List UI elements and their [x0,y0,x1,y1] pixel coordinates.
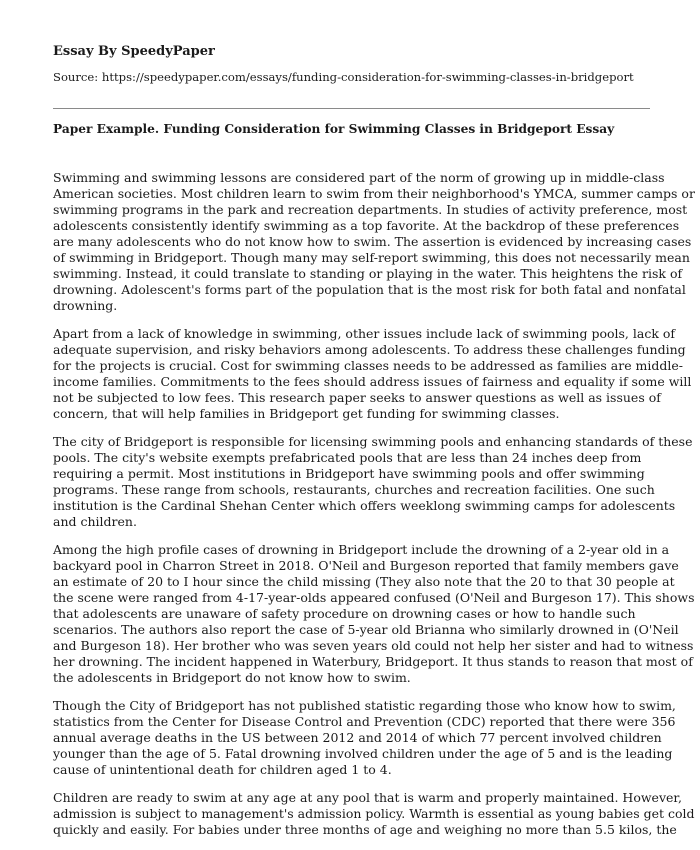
text-line: drowning. Adolescent's forms part of the population that is the most risk for both fatal and nonfatal [53,282,686,297]
paragraph-1 [53,170,695,314]
text-line: younger than the age of 5. Fatal drowning involved children under the age of 5 and is the leading [53,746,673,761]
text-line: requiring a permit. Most institutions in Bridgeport have swimming pools and offer swimming [53,466,645,481]
text-line: not be subjected to low fees. This research paper seeks to answer questions as well as issues of [53,390,661,405]
text-line: admission is subject to management's admission policy. Warmth is essential as young babies get cold [53,806,695,821]
text-line: American societies. Most children learn to swim from their neighborhood's YMCA, summer camps or [53,186,695,201]
text-line: concern, that will help families in Bridgeport get funding for swimming classes. [53,406,560,421]
text-line: cause of unintentional death for children aged 1 to 4. [53,762,392,777]
text-line: Swimming and swimming lessons are considered part of the norm of growing up in middle-class [53,170,665,185]
text-line: pools. The city's website exempts prefabricated pools that are less than 24 inches deep from [53,450,642,465]
paragraph-5 [53,698,676,778]
text-line: annual average deaths in the US between 2012 and 2014 of which 77 percent involved children [53,730,662,745]
text-line: institution is the Cardinal Shehan Center which offers weeklong swimming camps for adolescents [53,498,676,513]
text-line: that adolescents are unaware of safety procedure on drowning cases or how to handle such [53,606,636,621]
text-line: the adolescents in Bridgeport do not know how to swim. [53,670,411,685]
paragraph-3 [53,434,693,530]
text-line: of swimming in Bridgeport. Though many may self-report swimming, this does not necessarily mean [53,250,690,265]
document-brand: Essay By SpeedyPaper [53,44,215,59]
text-line: are many adolescents who do not know how to swim. The assertion is evidenced by increasing cases [53,234,692,249]
text-line: drowning. [53,298,118,313]
text-line: the scene were ranged from 4-17-year-olds appeared confused (O'Neil and Burgeson 17). This shows [53,590,695,605]
text-line: Among the high profile cases of drowning in Bridgeport include the drowning of a 2-year old in a [53,542,670,557]
text-line: an estimate of 20 to I hour since the child missing (They also note that the 20 to that 30 people at [53,574,675,589]
text-line: programs. These range from schools, restaurants, churches and recreation facilities. One such [53,482,655,497]
text-line: swimming. Instead, it could translate to standing or playing in the water. This heightens the risk of [53,266,683,281]
text-line: adolescents consistently identify swimming as a top favorite. At the backdrop of these preferences [53,218,680,233]
text-line: and children. [53,514,137,529]
text-line: Children are ready to swim at any age at any pool that is warm and properly maintained. However, [53,790,682,805]
paragraph-6 [53,790,695,838]
text-line: scenarios. The authors also report the case of 5-year old Brianna who similarly drowned in (O'Neil [53,622,679,637]
text-line: The city of Bridgeport is responsible for licensing swimming pools and enhancing standards of these [53,434,693,449]
text-line: statistics from the Center for Disease Control and Prevention (CDC) reported that there were 356 [53,714,676,729]
text-line: Apart from a lack of knowledge in swimming, other issues include lack of swimming pools, lack of [53,326,676,341]
essay-title: Paper Example. Funding Consideration for Swimming Classes in Bridgeport Essay [53,122,615,136]
text-line: quickly and easily. For babies under three months of age and weighing no more than 5.5 kilos, the [53,822,677,837]
text-line: backyard pool in Charron Street in 2018. O'Neil and Burgeson reported that family members gave [53,558,679,573]
header-divider [53,108,650,109]
text-line: income families. Commitments to the fees should address issues of fairness and equality if some will [53,374,692,389]
text-line: and Burgeson 18). Her brother who was seven years old could not help her sister and had to witness [53,638,694,653]
text-line: Though the City of Bridgeport has not published statistic regarding those who know how to swim, [53,698,676,713]
text-line: her drowning. The incident happened in Waterbury, Bridgeport. It thus stands to reason that most of [53,654,693,669]
text-line: swimming programs in the park and recreation departments. In studies of activity preference, most [53,202,688,217]
paragraph-4 [53,542,695,686]
text-line: adequate supervision, and risky behaviors among adolescents. To address these challenges funding [53,342,686,357]
text-line: for the projects is crucial. Cost for swimming classes needs to be addressed as families are middle- [53,358,684,373]
essay-body [53,170,695,850]
source-url: Source: https://speedypaper.com/essays/funding-consideration-for-swimming-classes-in-bridgeport [53,70,634,84]
paragraph-2 [53,326,692,422]
